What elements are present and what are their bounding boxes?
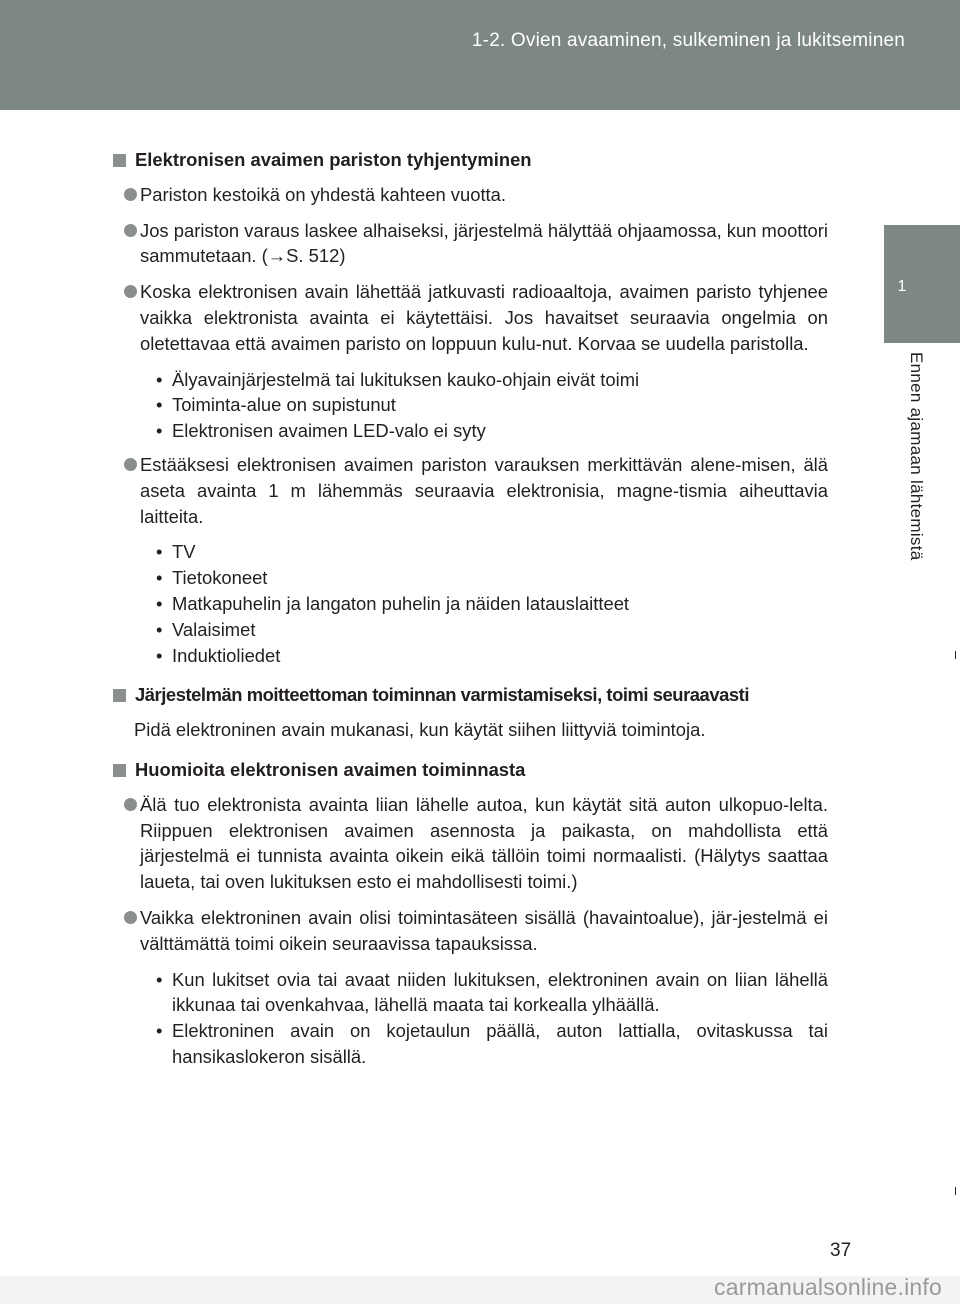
section-heading [113, 757, 828, 783]
footer-bar [0, 1276, 960, 1304]
sub-list-item: • Tietokoneet [113, 565, 828, 591]
sub-bullet: • [156, 644, 163, 666]
sub-list-item: • TV [113, 539, 828, 565]
square-bullet-icon [113, 689, 126, 702]
section-heading [113, 147, 828, 173]
sub-bullet: • [156, 968, 163, 990]
round-bullet-icon [124, 798, 137, 811]
sub-bullet: • [156, 618, 163, 640]
page-number: 37 [830, 1240, 852, 1261]
sub-list-item: • Elektronisen avaimen LED-valo ei syty [113, 418, 828, 444]
section-heading [113, 682, 828, 708]
bullet-item [113, 182, 828, 208]
sub-list-item: • Toiminta-alue on supistunut [113, 392, 828, 418]
round-bullet-icon [124, 188, 137, 201]
bullet-text: Koska elektronisen avain lähettää jatkuvasti radioaaltoja, avaimen paristo tyhjenee vaikka elektronista avainta ei käytettäisi. Jos havaitset seuraavia ongelmia on oletettavaa että avaimen paristo on loppuun kulu-nut. Korvaa se uudella paristolla. [140, 281, 828, 354]
bullet-text: Vaikka elektroninen avain olisi toimintasäteen sisällä (havaintoalue), jär-jestelmä ei välttämättä toimi oikein seuraavissa tapauksissa. [140, 906, 828, 954]
sub-list-item: • Elektroninen avain on kojetaulun päällä, auton lattialla, ovitaskussa tai hansikaslokeron sisällä. [156, 1020, 828, 1067]
square-bullet-icon [113, 154, 126, 167]
sub-list [113, 967, 828, 1070]
bullet-item [113, 452, 828, 529]
sub-bullet: • [156, 1020, 163, 1042]
square-bullet-icon [113, 764, 126, 777]
sub-bullet: • [156, 541, 163, 563]
chapter-label: Ennen ajamaan lähtemistä [907, 352, 926, 561]
side-tab-spacer [884, 110, 960, 222]
bullet-item [113, 905, 828, 957]
bullet-item [113, 792, 828, 895]
bullet-text: Pariston kestoikä on yhdestä kahteen vuotta. [140, 183, 506, 205]
sub-list-item: • Induktioliedet [113, 643, 828, 669]
sub-list-item: • Kun lukitset ovia tai avaat niiden lukituksen, elektroninen avain on liian lähellä ikkunaa tai ovenkahvaa, lähellä maata tai korkealla ylhäällä. [156, 968, 828, 1016]
sub-list-item: • Valaisimet [113, 617, 828, 643]
round-bullet-icon [124, 458, 137, 471]
round-bullet-icon [124, 285, 137, 298]
sub-bullet: • [156, 420, 163, 442]
bullet-text: Jos pariston varaus laskee alhaiseksi, järjestelmä hälyttää ohjaamossa, kun moottori sammutetaan. (→S. 512) [140, 219, 828, 267]
heading-text: Huomioita elektronisen avaimen toiminnasta [135, 758, 526, 780]
watermark-text: carmanualsonline.info [714, 1274, 942, 1300]
heading-text: Elektronisen avaimen pariston tyhjentyminen [135, 149, 532, 170]
crop-mark [955, 651, 956, 659]
page-content [113, 147, 828, 1078]
bullet-item [113, 218, 828, 270]
bullet-text: Älä tuo elektronista avainta liian lähelle autoa, kun käytät sitä auton ulkopuo-lelta. Riippuen elektronisen avaimen asennosta ja paikasta, on mahdollista että järjestelmä ei tunnista avainta oikein eikä tällöin toimi normaalisti. (Hälytys saattaa laueta, tai oven lukituksen esto ei mahdollisesti toimi.) [140, 793, 828, 893]
crop-mark [955, 1187, 956, 1195]
sub-list [113, 539, 828, 668]
sub-list [113, 367, 828, 444]
sub-bullet: • [156, 394, 163, 416]
bullet-text: Estääksesi elektronisen avaimen pariston varauksen merkittävän alene-misen, älä aseta avainta 1 m lähemmäs seuraavia elektronisia, magne-tismia aiheuttavia laitteita. [140, 453, 828, 527]
header-title: 1-2. Ovien avaaminen, sulkeminen ja lukitseminen [471, 30, 905, 51]
sub-bullet: • [156, 368, 163, 390]
heading-text: Järjestelmän moitteettoman toiminnan varmistamiseksi, toimi seuraavasti [135, 684, 750, 706]
header-bar [0, 0, 960, 110]
sub-bullet: • [156, 567, 163, 589]
round-bullet-icon [124, 224, 137, 237]
sub-list-item: • Älyavainjärjestelmä tai lukituksen kauko-ohjain eivät toimi [113, 367, 828, 393]
sub-bullet: • [156, 592, 163, 614]
sub-list-item: • Matkapuhelin ja langaton puhelin ja näiden latauslaitteet [113, 591, 828, 617]
bullet-item [113, 279, 828, 356]
paragraph: Pidä elektroninen avain mukanasi, kun käytät siihen liittyviä toimintoja. [134, 719, 706, 741]
round-bullet-icon [124, 911, 137, 924]
chapter-number: 1 [897, 278, 907, 295]
